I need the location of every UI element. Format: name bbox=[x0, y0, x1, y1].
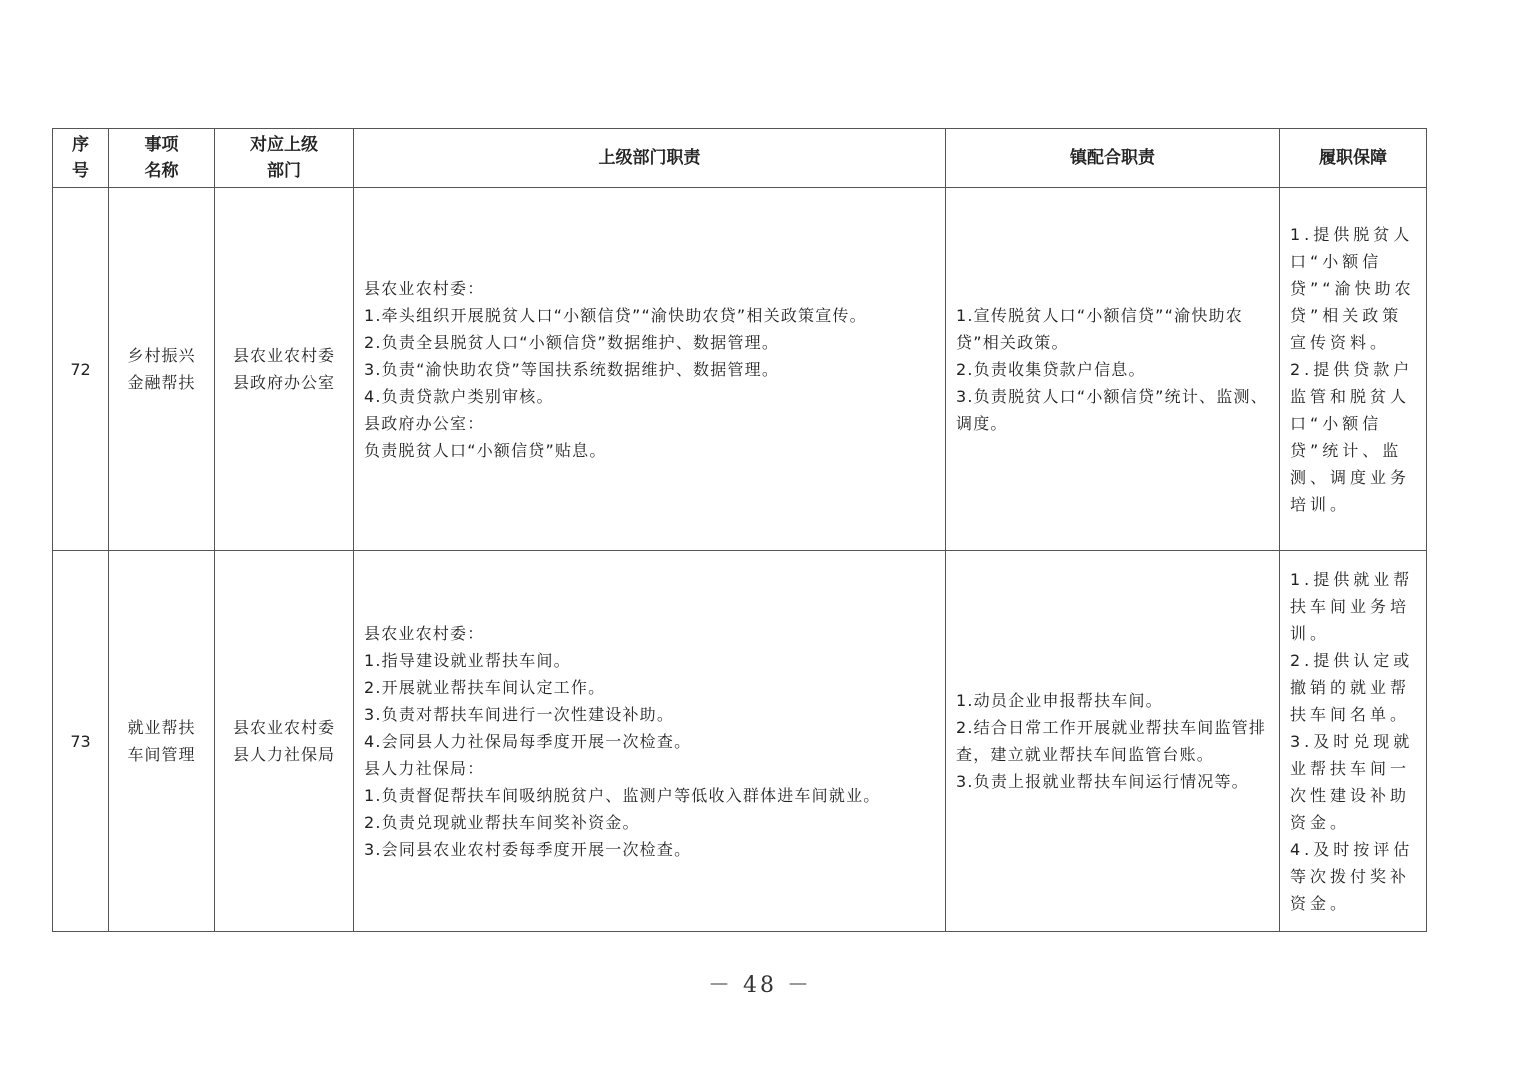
row-seq: 73 bbox=[53, 551, 109, 932]
header-town-duty: 镇配合职责 bbox=[946, 129, 1280, 188]
header-guarantee: 履职保障 bbox=[1280, 129, 1427, 188]
row-item-name: 就业帮扶 车间管理 bbox=[109, 551, 215, 932]
row-upper-duty: 县农业农村委： 1.牵头组织开展脱贫人口“小额信贷”“渝快助农贷”相关政策宣传。 2.负责全县脱贫人口“小额信贷”数据维护、数据管理。 3.负责“渝快助农贷”等国扶系统数据维护、数据管理。 4.负责贷款户类别审核。 县政府办公室： 负责脱贫人口“小额信贷”贴息。 bbox=[354, 188, 946, 551]
page-number: － 48 － bbox=[708, 973, 812, 998]
table-header-row bbox=[53, 129, 1427, 188]
row-department: 县农业农村委 县人力社保局 bbox=[215, 551, 354, 932]
row-guarantee: 1.提供脱贫人口“小额信贷”“渝快助农贷”相关政策宣传资料。 2.提供贷款户监管和脱贫人口“小额信贷”统计、监测、调度业务培训。 bbox=[1280, 188, 1427, 551]
row-town-duty: 1.动员企业申报帮扶车间。 2.结合日常工作开展就业帮扶车间监管排查，建立就业帮扶车间监管台账。 3.负责上报就业帮扶车间运行情况等。 bbox=[946, 551, 1280, 932]
table-row bbox=[53, 551, 1427, 932]
row-town-duty: 1.宣传脱贫人口“小额信贷”“渝快助农贷”相关政策。 2.负责收集贷款户信息。 3.负责脱贫人口“小额信贷”统计、监测、调度。 bbox=[946, 188, 1280, 551]
duty-table bbox=[52, 128, 1427, 932]
table-row bbox=[53, 188, 1427, 551]
header-item-name: 事项 名称 bbox=[109, 129, 215, 188]
row-upper-duty: 县农业农村委： 1.指导建设就业帮扶车间。 2.开展就业帮扶车间认定工作。 3.负责对帮扶车间进行一次性建设补助。 4.会同县人力社保局每季度开展一次检查。 县人力社保局： 1.负责督促帮扶车间吸纳脱贫户、监测户等低收入群体进车间就业。 2.负责兑现就业帮扶车间奖补资金。 3.会同县农业农村委每季度开展一次检查。 bbox=[354, 551, 946, 932]
header-upper-duty: 上级部门职责 bbox=[354, 129, 946, 188]
row-guarantee: 1.提供就业帮扶车间业务培训。 2.提供认定或撤销的就业帮扶车间名单。 3.及时兑现就业帮扶车间一次性建设补助资金。 4.及时按评估等次拨付奖补资金。 bbox=[1280, 551, 1427, 932]
row-seq: 72 bbox=[53, 188, 109, 551]
row-item-name: 乡村振兴 金融帮扶 bbox=[109, 188, 215, 551]
row-department: 县农业农村委 县政府办公室 bbox=[215, 188, 354, 551]
header-seq: 序 号 bbox=[53, 129, 109, 188]
header-upper-department: 对应上级 部门 bbox=[215, 129, 354, 188]
